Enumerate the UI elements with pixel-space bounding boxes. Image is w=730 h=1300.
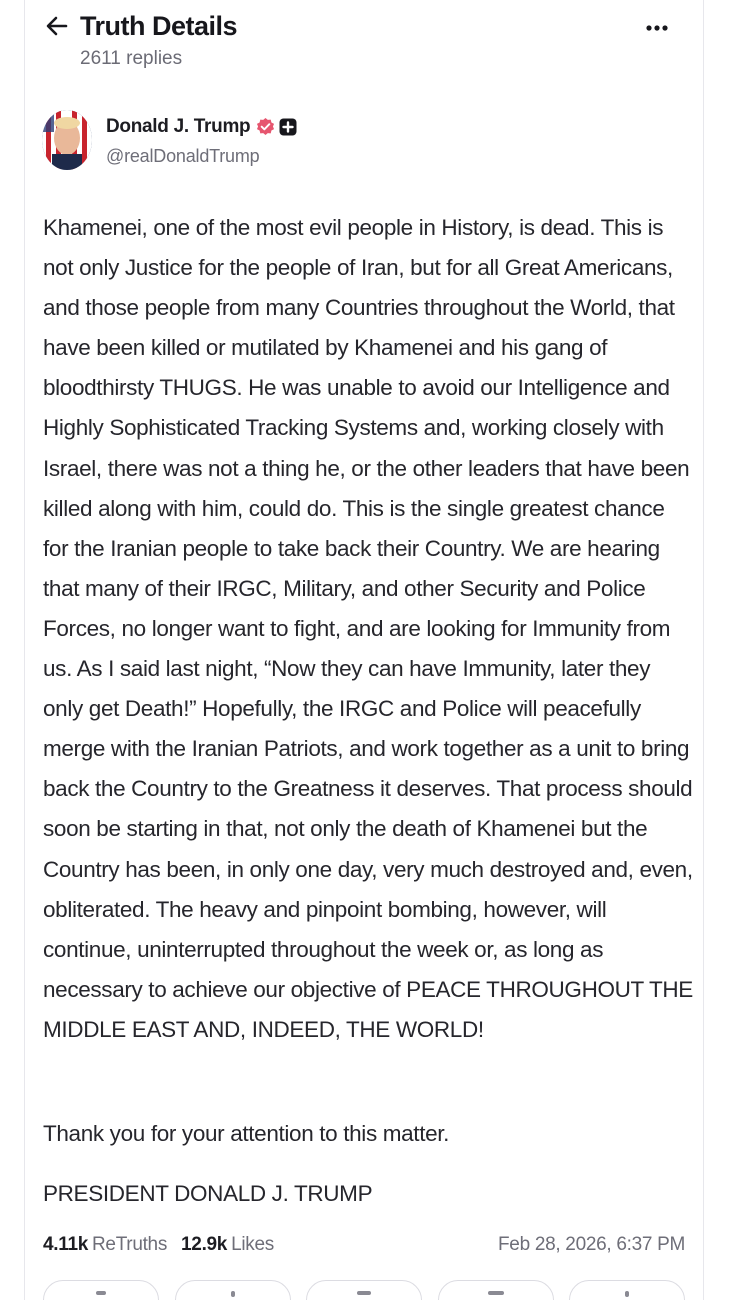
author-info <box>106 114 297 167</box>
post-text: Khamenei, one of the most evil people in History, is dead. This is not only Justice for the people of Iran, but for all Great Americans, and those people from many Countries throughout the World, that have been killed or mutilated by Khamenei and his gang of bloodthirsty THUGS. He was unable to avoid our Intelligence and Highly Sophisticated Tracking Systems and, working closely with Israel, there was not a thing he, or the other leaders that have been killed along with him, could do. This is the single greatest chance for the Iranian people to take back their Country. We are hearing that many of their IRGC, Military, and other Security and Police Forces, no longer want to fight, and are looking for Immunity from us. As I said last night, “Now they can have Immunity, later they only get Death!” Hopefully, the IRGC and Police will peacefully merge with the Iranian Patriots, and work together as a unit to bring back the Country to the Greatness it deserves. That process should soon be starting in that, not only the death of Khamenei but the Country has been, in only one day, very much destroyed and, even, obliterated. The heavy and pinpoint bombing, however, will continue, uninterrupted throughout the week or, as long as necessary to achieve our objective of PEACE THROUGHOUT THE MIDDLE EAST AND, INDEED, THE WORLD! <box>43 215 693 1042</box>
post-signature: PRESIDENT DONALD J. TRUMP <box>43 1181 373 1206</box>
verified-badge-icon <box>256 117 275 136</box>
author-handle[interactable]: @realDonaldTrump <box>106 145 260 166</box>
share-icon <box>488 1291 504 1295</box>
more-actions-icon <box>625 1291 629 1297</box>
avatar[interactable] <box>42 110 92 170</box>
display-name[interactable]: Donald J. Trump <box>106 115 251 137</box>
ellipsis-icon <box>646 25 668 31</box>
post-stats <box>43 1230 685 1260</box>
like-button[interactable] <box>306 1280 422 1300</box>
reply-count: 2611 replies <box>80 48 183 69</box>
retruths-label: ReTruths <box>92 1234 168 1255</box>
post-timestamp: Feb 28, 2026, 6:37 PM <box>498 1234 685 1255</box>
retruths-stat[interactable] <box>43 1234 167 1256</box>
plus-badge-icon <box>279 118 297 136</box>
author-block <box>42 110 297 170</box>
share-button[interactable] <box>438 1280 554 1300</box>
back-button[interactable] <box>44 13 70 39</box>
page-header <box>44 8 237 44</box>
reply-icon <box>96 1291 106 1295</box>
arrow-left-icon <box>46 16 68 36</box>
likes-label: Likes <box>231 1234 274 1255</box>
post-body <box>43 208 693 1050</box>
name-row <box>106 114 297 140</box>
post-closing-text: Thank you for your attention to this matter. <box>43 1121 450 1146</box>
retruth-button[interactable] <box>175 1280 291 1300</box>
likes-count: 12.9k <box>181 1234 228 1255</box>
retruths-count: 4.11k <box>43 1234 88 1255</box>
page-title: Truth Details <box>80 10 238 41</box>
likes-stat[interactable] <box>181 1234 274 1256</box>
reply-button[interactable] <box>43 1280 159 1300</box>
action-bar <box>43 1280 685 1300</box>
more-actions-button[interactable] <box>569 1280 685 1300</box>
retruth-icon <box>231 1291 235 1297</box>
more-options-button[interactable] <box>642 16 672 40</box>
like-icon <box>357 1291 371 1295</box>
